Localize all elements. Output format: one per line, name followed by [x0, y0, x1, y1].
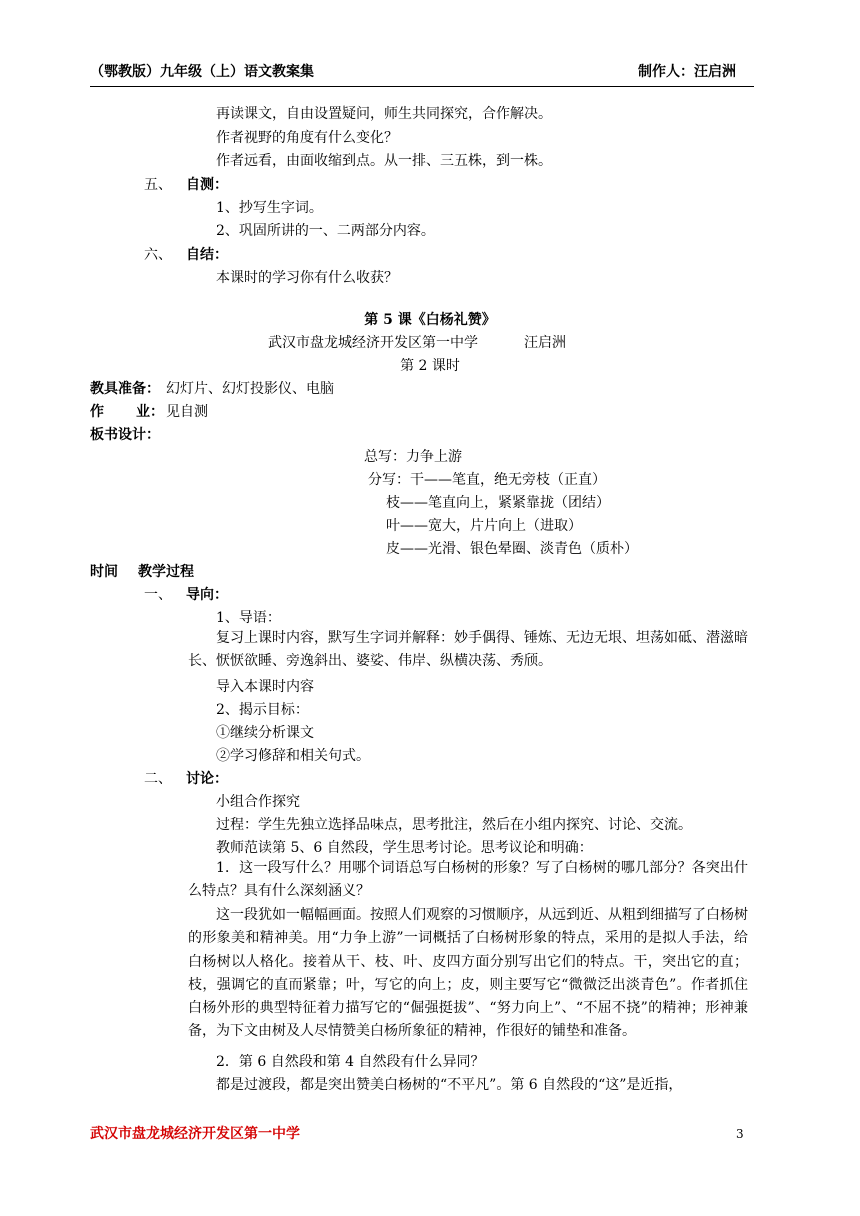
top-line-1: 再读课文，自由设置疑问，师生共同探究，合作解决。	[216, 106, 552, 122]
answer-1: 这一段犹如一幅幅画面。按照人们观察的习惯顺序，从远到近、从粗到细描写了白杨树的形象美和精神美。用“力争上游”一词概括了白杨树形象的特点，采用的是拟人手法，给白杨树以人格化。接着从干、枝、叶、皮四方面分别写出它们的特点。干，突出它的直；枝，强调它的直而紧靠；叶，写它的向上；皮，则主要写它“微微泛出淡青色”。作者抓住白杨外形的典型特征着力描写它的“倔强挺拔”、“努力向上”、“不屈不挠”的精神；形神兼备，为下文由树及人尽情赞美白杨所象征的精神，作很好的铺垫和准备。	[188, 907, 748, 1040]
section-5-item-1: 1、抄写生字词。	[216, 200, 323, 216]
homework-label-a: 作	[90, 404, 104, 420]
goal-1: ①继续分析课文	[216, 725, 314, 741]
section-5-item-2: 2、巩固所讲的一、二两部分内容。	[216, 223, 435, 239]
lesson-school: 武汉市盘龙城经济开发区第一中学	[268, 335, 478, 351]
lesson-period: 第 2 课时	[400, 358, 460, 374]
section-6-title: 自结：	[186, 247, 228, 263]
tools-value: 幻灯片、幻灯投影仪、电脑	[166, 381, 334, 397]
section-1-item-1: 1、导语：	[216, 610, 281, 626]
board-label: 板书设计：	[90, 427, 160, 443]
section-5-number: 五、	[144, 177, 172, 193]
header-right: 制作人：汪启洲	[638, 64, 736, 80]
page-number: 3	[736, 1127, 744, 1141]
top-line-3: 作者远看，由面收缩到点。从一排、三五株，到一株。	[216, 153, 552, 169]
tools-label: 教具准备：	[90, 381, 160, 397]
board-line-3: 枝——笔直向上，紧紧靠拢（团结）	[386, 495, 610, 511]
lesson-title: 第 5 课《白杨礼赞》	[364, 312, 496, 328]
question-1: 1．这一段写什么？用哪个词语总写白杨树的形象？写了白杨树的哪几部分？各突出什么特点？具有什么深刻涵义？	[188, 860, 748, 900]
review-text: 复习上课时内容，默写生字词并解释：妙手偶得、锤炼、无边无垠、坦荡如砥、潜滋暗长、恹恹欲睡、旁逸斜出、婆娑、伟岸、纵横决荡、秀颀。	[188, 630, 748, 670]
review-paragraph	[188, 627, 748, 674]
question-2: 2．第 6 自然段和第 4 自然段有什么异同？	[216, 1054, 485, 1070]
goal-2: ②学习修辞和相关句式。	[216, 748, 370, 764]
board-line-2: 分写：干——笔直，绝无旁枝（正直）	[368, 472, 606, 488]
column-time: 时间	[90, 564, 118, 580]
question-1-block	[188, 857, 748, 904]
board-line-1: 总写：力争上游	[364, 449, 462, 465]
column-process: 教学过程	[138, 564, 194, 580]
board-line-5: 皮——光滑、银色晕圈、淡青色（质朴）	[386, 541, 638, 557]
section-1-number: 一、	[144, 587, 172, 603]
answer-1-block	[188, 904, 748, 1044]
board-line-4: 叶——宽大，片片向上（进取）	[386, 518, 582, 534]
lesson-author: 汪启洲	[524, 335, 566, 351]
homework-value: 见自测	[166, 404, 208, 420]
section-1-item-2: 2、揭示目标：	[216, 702, 309, 718]
section-6-item-1: 本课时的学习你有什么收获？	[216, 270, 398, 286]
intro-line: 导入本课时内容	[216, 679, 314, 695]
section-2-line-1: 小组合作探究	[216, 794, 300, 810]
top-line-2: 作者视野的角度有什么变化？	[216, 130, 398, 146]
section-5-title: 自测：	[186, 177, 228, 193]
section-2-number: 二、	[144, 771, 172, 787]
header-rule	[90, 86, 754, 87]
answer-2: 都是过渡段，都是突出赞美白杨树的“不平凡”。第 6 自然段的“这”是近指，	[216, 1077, 683, 1093]
footer-school: 武汉市盘龙城经济开发区第一中学	[90, 1126, 300, 1142]
section-2-line-3: 教师范读第 5、6 自然段，学生思考讨论。思考议论和明确：	[216, 840, 593, 856]
section-2-title: 讨论：	[186, 771, 228, 787]
section-1-title: 导向：	[186, 587, 228, 603]
header-left: （鄂教版）九年级（上）语文教案集	[90, 64, 314, 80]
homework-label-b: 业：	[136, 404, 164, 420]
section-6-number: 六、	[144, 247, 172, 263]
section-2-line-2: 过程：学生先独立选择品味点，思考批注，然后在小组内探究、讨论、交流。	[216, 817, 692, 833]
